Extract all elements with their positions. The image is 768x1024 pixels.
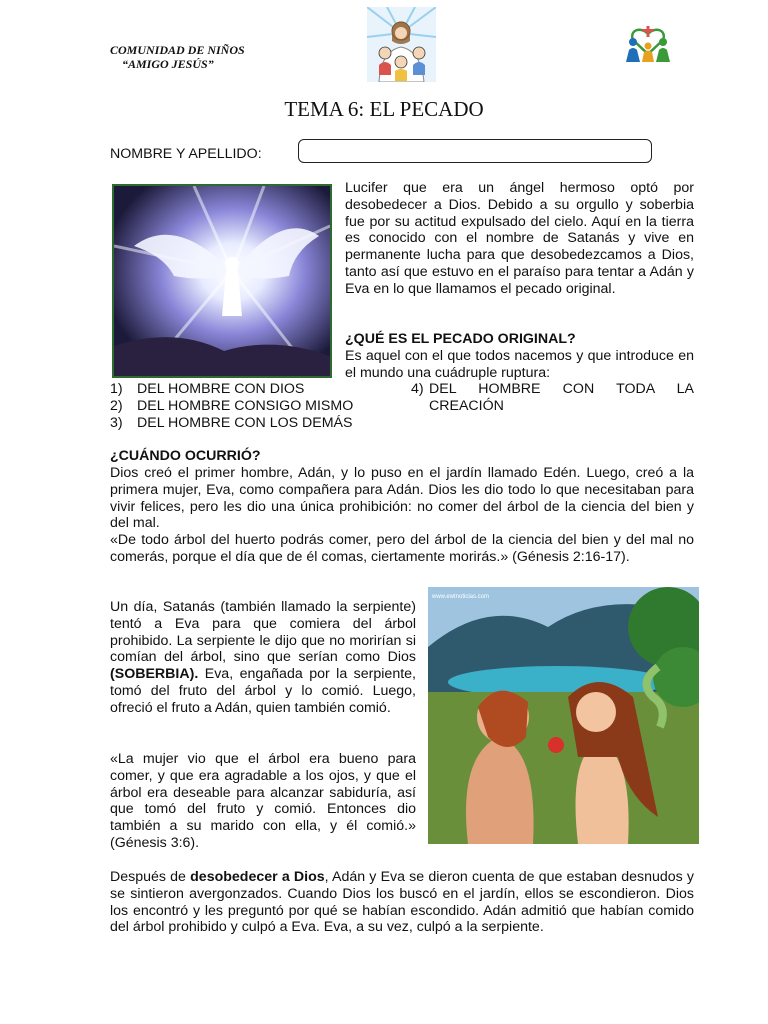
aftermath-paragraph (110, 869, 694, 936)
list-text: DEL HOMBRE CON TODA LA CREACIÓN (429, 381, 694, 414)
list-number: 4) (411, 381, 424, 397)
genesis-3-quote: «La mujer vio que el árbol era bueno para comer, y que era agradable a los ojos, y que el árbol era deseable para alcanzar sabiduría, así que tomó del fruto y comió. Entonces dio también a su marido con ella, y él comió.» (Génesis 3:6). (110, 751, 416, 851)
name-field-label: NOMBRE Y APELLIDO: (110, 146, 262, 162)
section-heading-original-sin: ¿QUÉ ES EL PECADO ORIGINAL? (345, 331, 576, 347)
org-name-line2: “AMIGO JESÚS” (122, 57, 214, 71)
adam-and-eve-image (428, 587, 699, 844)
page-title: TEMA 6: EL PECADO (284, 97, 484, 121)
image-watermark: www.ewtnoticias.com (432, 594, 490, 600)
list-text: DEL HOMBRE CON LOS DEMÁS (137, 415, 353, 431)
list-number: 2) (110, 398, 123, 414)
temptation-text-start: Un día, Satanás (también llamado la serpiente) tentó a Eva para que comiera del árbol prohibido. La serpiente le dijo que no morirían si comían del árbol, sino que serían como Dios (110, 599, 416, 666)
name-input-box[interactable] (298, 139, 652, 163)
list-text: DEL HOMBRE CONSIGO MISMO (137, 398, 354, 414)
temptation-text-end: Eva, engañada por la serpiente, tomó del fruto del árbol y lo comió. Luego, ofreció el fruto a Adán, quien también comió. (110, 666, 416, 716)
intro-paragraph: Lucifer que era un ángel hermoso optó por desobedecer a Dios. Debido a su orgullo y soberbia fue por su actitud expulsado del cielo. Aquí en la tierra es conocido con el nombre de Satanás y vive en permanente lucha para que desobedezcamos a Dios, tanto así que estuvo en el paraíso para tentar a Adán y Eva en lo que llamamos el pecado original. (345, 180, 694, 297)
angel-of-light-image (112, 184, 332, 378)
list-item (110, 398, 353, 415)
list-item (110, 381, 304, 398)
org-name-line1: COMUNIDAD DE NIÑOS (110, 43, 245, 57)
soberbia-emphasis: (SOBERBIA). (110, 666, 199, 683)
list-item (110, 415, 352, 432)
section-heading-when: ¿CUÁNDO OCURRIÓ? (110, 448, 261, 464)
list-item (411, 381, 694, 415)
list-text: DEL HOMBRE CON DIOS (137, 381, 305, 397)
jesus-with-children-logo (367, 7, 436, 82)
original-sin-definition: Es aquel con el que todos nacemos y que introduce en el mundo una cuádruple ruptura: (345, 348, 694, 381)
disobey-emphasis: desobedecer a Dios (190, 869, 325, 885)
community-hands-logo (623, 24, 673, 64)
aftermath-text-end: , Adán y Eva se dieron cuenta de que estaban desnudos y se sintieron avergonzados. Cuando Dios los buscó en el jardín, ellos se escondieron. Dios los encontró y les preguntó por qué se habían escondido. Adán admitió que habían comido del árbol prohibido y culpó a Eva. Eva, a su vez, culpó a la serpiente. (110, 869, 694, 936)
genesis-2-quote: «De todo árbol del huerto podrás comer, pero del árbol de la ciencia del bien y del mal no comerás, porque el día que de él comas, ciertamente morirás.» (Génesis 2:16-17). (110, 532, 694, 565)
list-number: 3) (110, 415, 123, 431)
list-number: 1) (110, 381, 123, 397)
aftermath-text-start: Después de (110, 869, 186, 885)
temptation-paragraph (110, 599, 416, 717)
eden-paragraph: Dios creó el primer hombre, Adán, y lo puso en el jardín llamado Edén. Luego, creó a la primera mujer, Eva, como compañera para Adán. Dios les dio todo lo que necesitaban para vivir felices, pero les dio una única prohibición: no comer del árbol de la ciencia del bien y del mal. (110, 465, 694, 532)
